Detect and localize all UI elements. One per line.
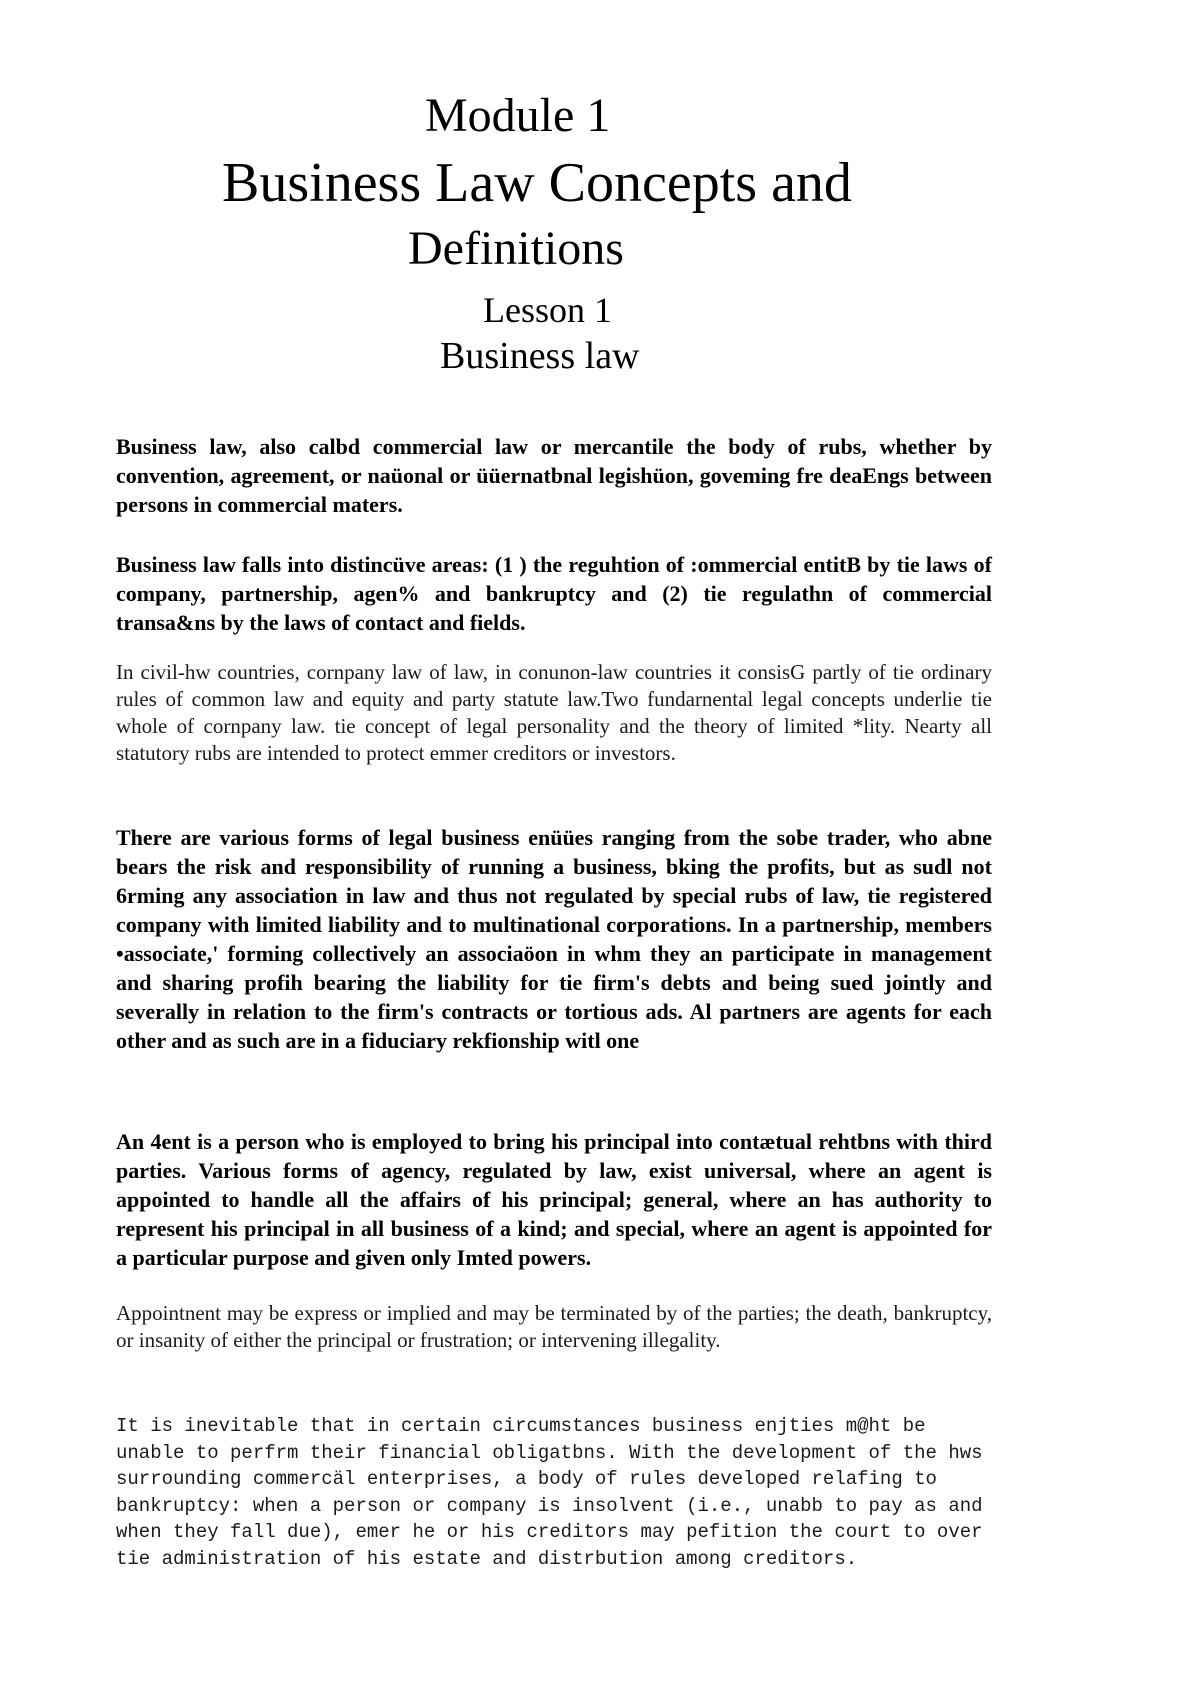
title-heading-line-1: Business Law Concepts and: [222, 152, 852, 214]
paragraph-bankruptcy: It is inevitable that in certain circumstances business enjties m@ht be unable to perfrm their financial obligatbns. With the development of the hws surrounding commercäl enterprises, a body of rules developed relafing to bankruptcy: when a person or company is insolvent (i.e., unabb to pay as and when they fall due), emer he or his creditors may pefition the court to over tie administration of his estate and distrbution among creditors.: [116, 1415, 983, 1570]
lesson-heading: Lesson 1: [483, 290, 612, 330]
paragraph-civil-law: In civil-hw countries, cornpany law of law, in conunon-law countries it consisG partly of tie ordinary rules of common law and equity and party statute law.Two fundarnental legal concepts underlie tie whole of cornpany law. tie concept of legal personality and the theory of limited *lity. Nearty all statutory rubs are intended to protect emmer creditors or investors.: [116, 660, 992, 765]
paragraph-areas: Business law falls into distincüve areas: (1 ) the reguhtion of :ommercial entitB by tie laws of company, partnership, agen% and bankruptcy and (2) tie regulathn of commercial transa&ns by the laws of contact and fields.: [116, 552, 992, 635]
paragraph-definition: Business law, also calbd commercial law or mercantile the body of rubs, whether by convention, agreement, or naüonal or üüernatbnal legishüon, goveming fre deaEngs between persons in commercial maters.: [116, 434, 992, 517]
section-heading: Business law: [440, 335, 640, 377]
title-heading-line-2: Definitions: [408, 222, 624, 275]
paragraph-business-forms: There are various forms of legal business enüües ranging from the sobe trader, who abne bears the risk and responsibility of running a business, bking the profits, but as sudl not 6rming any association in law and thus not regulated by special rubs of law, tie registered company with limited liability and to multinational corporations. In a partnership, members •associate,' forming collectively an associaöon in whm they an participate in management and sharing profih bearing the liability for tie firm's debts and being sued jointly and severally in relation to the firm's contracts or tortious ads. Al partners are agents for each other and as such are in a fiduciary rekfionship witl one: [116, 825, 992, 1053]
paragraph-appointment: Appointnent may be express or implied and may be terminated by of the parties; the death, bankruptcy, or insanity of either the principal or frustration; or intervening illegality.: [116, 1301, 992, 1352]
paragraph-agent: An 4ent is a person who is employed to bring his principal into contætual rehtbns with third parties. Various forms of agency, regulated by law, exist universal, where an agent is appointed to handle all the affairs of his principal; general, where an has authority to represent his principal in all business of a kind; and special, where an agent is appointed for a particular purpose and given only Imted powers.: [116, 1129, 992, 1270]
module-heading: Module 1: [425, 89, 611, 142]
